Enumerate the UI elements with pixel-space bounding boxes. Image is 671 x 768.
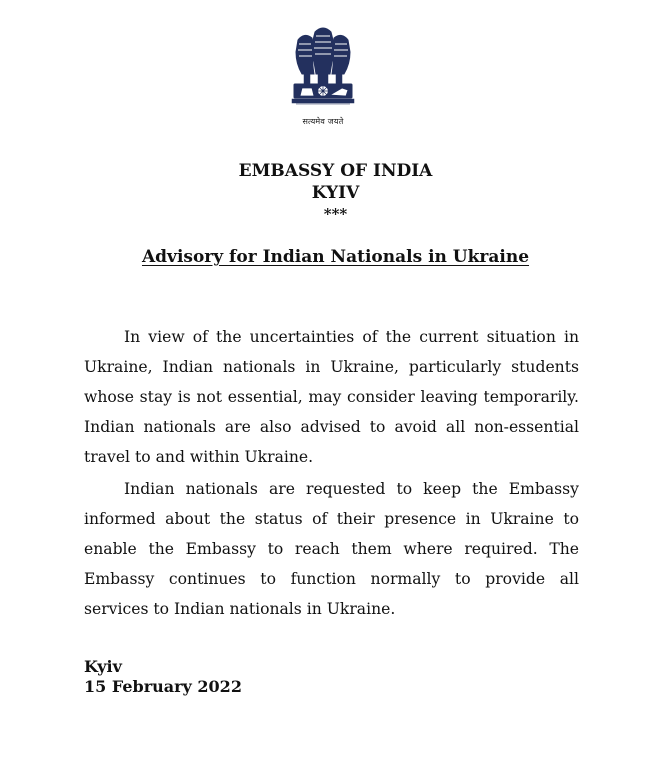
advisory-paragraph: Indian nationals are requested to keep the Embassy informed about the status of their presence in Ukraine to enable the Embassy to reach them where required. The Embassy continues to function normally to provide all services to Indian nationals in Ukraine.	[84, 480, 579, 618]
organization-name: EMBASSY OF INDIA	[238, 161, 433, 181]
signoff-place: Kyiv	[84, 657, 122, 676]
emblem-motto: सत्यमेव जयते	[302, 117, 344, 126]
embassy-city: KYIV	[311, 183, 360, 203]
advisory-paragraph: In view of the uncertainties of the current situation in Ukraine, Indian nationals in Ukraine, particularly students whose stay is not essential, may consider leaving temporarily. Indian nationals are also advised to avoid all non-essential travel to and within Ukraine.	[84, 328, 579, 466]
signoff-date: 15 February 2022	[84, 677, 242, 696]
header-separator: ***	[323, 205, 348, 223]
advisory-title: Advisory for Indian Nationals in Ukraine	[141, 247, 530, 267]
